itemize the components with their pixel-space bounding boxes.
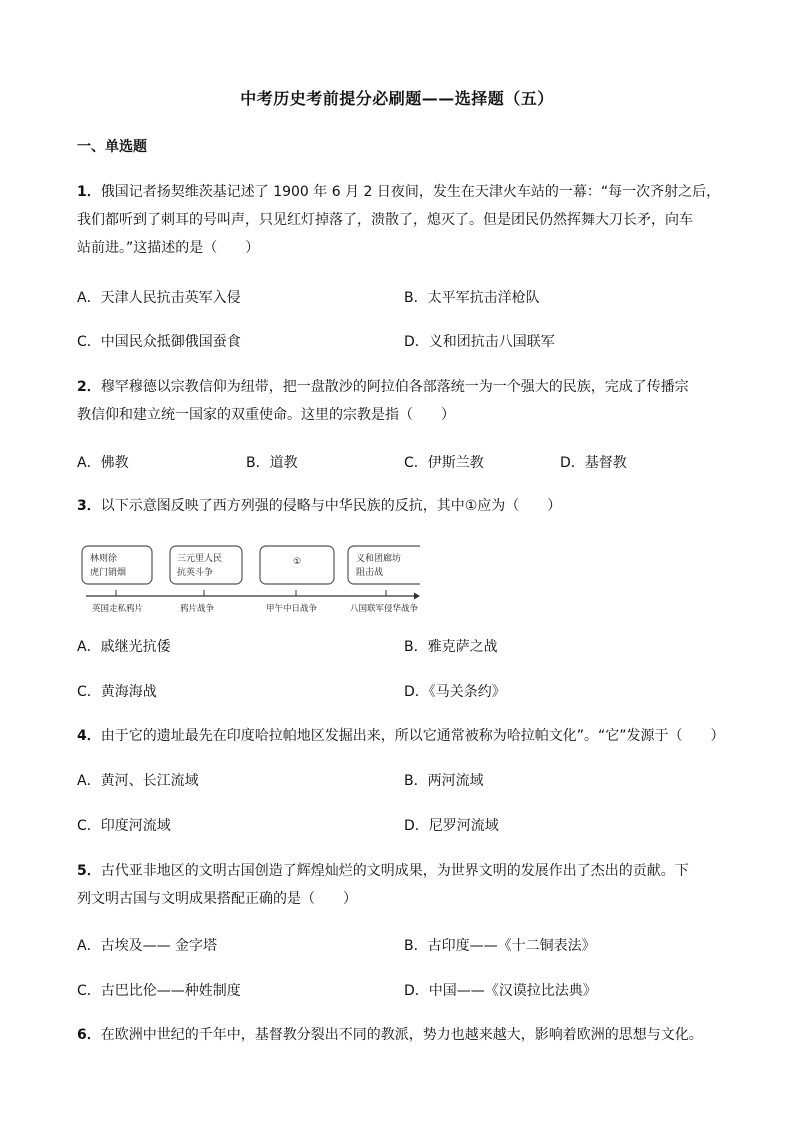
option-d: D．基督教 (560, 455, 627, 471)
option-b: B．两河流域 (404, 773, 484, 789)
timeline-box-1 (82, 546, 152, 584)
timeline-event-label: 英国走私鸦片 (92, 604, 144, 614)
question-number: 2． (77, 379, 101, 395)
question-6 (77, 1021, 737, 1049)
timeline-axis (86, 590, 420, 600)
timeline-event-label: 甲午中日战争 (266, 604, 318, 614)
question-3 (77, 492, 737, 520)
option-c: C．黄海海战 (77, 684, 157, 700)
option-a: A．黄河、长江流域 (77, 773, 199, 789)
svg-text:义和团廊坊: 义和团廊坊 (356, 554, 402, 564)
timeline-box-3 (260, 546, 334, 584)
question-line: 教信仰和建立统一国家的双重使命。这里的宗教是指（ ） (77, 407, 455, 423)
svg-text:三元里人民: 三元里人民 (177, 554, 223, 564)
svg-text:林则徐: 林则徐 (90, 554, 118, 564)
option-c: C．印度河流域 (77, 818, 171, 834)
timeline-box-4 (348, 546, 420, 584)
question-line: 2．穆罕穆德以宗教信仰为纽带，把一盘散沙的阿拉伯各部落统一为一个强大的民族，完成了传播宗 (77, 379, 689, 395)
question-line: 5．古代亚非地区的文明古国创造了辉煌灿烂的文明成果，为世界文明的发展作出了杰出的贡献。下 (77, 863, 689, 879)
svg-text:①: ① (292, 557, 302, 567)
question-line: 我们都听到了刺耳的号叫声，只见红灯掉落了，溃散了，熄灭了。但是团民仍然挥舞大刀长矛，向车 (77, 212, 693, 228)
timeline-box-2 (170, 546, 242, 584)
option-c: C．古巴比伦——种姓制度 (77, 983, 241, 999)
question-number: 1． (77, 184, 101, 200)
option-b: B．太平军抗击洋枪队 (404, 290, 540, 306)
timeline-diagram (80, 544, 420, 620)
svg-text:阻击战: 阻击战 (356, 568, 384, 578)
section-heading: 一、单选题 (77, 139, 147, 155)
option-c: C．伊斯兰教 (404, 455, 484, 471)
option-a: A．戚继光抗倭 (77, 639, 171, 655)
question-number: 6． (77, 1027, 101, 1043)
option-a: A．古埃及—— 金字塔 (77, 938, 218, 954)
question-number: 5． (77, 863, 101, 879)
question-line: 列文明古国与文明成果搭配正确的是（ ） (77, 891, 357, 907)
option-b: B．古印度——《十二铜表法》 (404, 938, 596, 954)
question-5 (77, 857, 737, 913)
option-a: A．天津人民抗击英军入侵 (77, 290, 241, 306)
option-c: C．中国民众抵御俄国蚕食 (77, 334, 241, 350)
question-line: 站前进。”这描述的是（ ） (77, 240, 260, 256)
option-d: D．《马关条约》 (404, 684, 506, 700)
svg-text:虎门销烟: 虎门销烟 (90, 568, 127, 578)
question-2 (77, 373, 737, 429)
option-b: B．道教 (246, 455, 298, 471)
option-d: D．中国——《汉谟拉比法典》 (404, 983, 597, 999)
question-line: 4．由于它的遗址最先在印度哈拉帕地区发掘出来，所以它通常被称为哈拉帕文化”。“它”发源于（ ） (77, 728, 725, 744)
question-number: 4． (77, 728, 101, 744)
page-title: 中考历史考前提分必刷题——选择题（五） (240, 89, 554, 108)
svg-text:抗英斗争: 抗英斗争 (177, 568, 214, 578)
option-d: D．义和团抗击八国联军 (404, 334, 555, 350)
question-line: 1．俄国记者扬契维茨基记述了 1900 年 6 月 2 日夜间，发生在天津火车站的一幕：“每一次齐射之后， (77, 184, 721, 200)
question-4 (77, 722, 737, 750)
option-d: D．尼罗河流域 (404, 818, 499, 834)
timeline-event-label: 八国联军侵华战争 (350, 604, 419, 614)
option-b: B．雅克萨之战 (404, 639, 498, 655)
question-1 (77, 178, 737, 262)
question-line: 6．在欧洲中世纪的千年中，基督教分裂出不同的教派，势力也越来越大，影响着欧洲的思想与文化。 (77, 1027, 703, 1043)
question-line: 3．以下示意图反映了西方列强的侵略与中华民族的反抗，其中①应为（ ） (77, 498, 562, 514)
option-a: A．佛教 (77, 455, 129, 471)
timeline-event-label: 鸦片战争 (180, 604, 215, 614)
question-number: 3． (77, 498, 101, 514)
